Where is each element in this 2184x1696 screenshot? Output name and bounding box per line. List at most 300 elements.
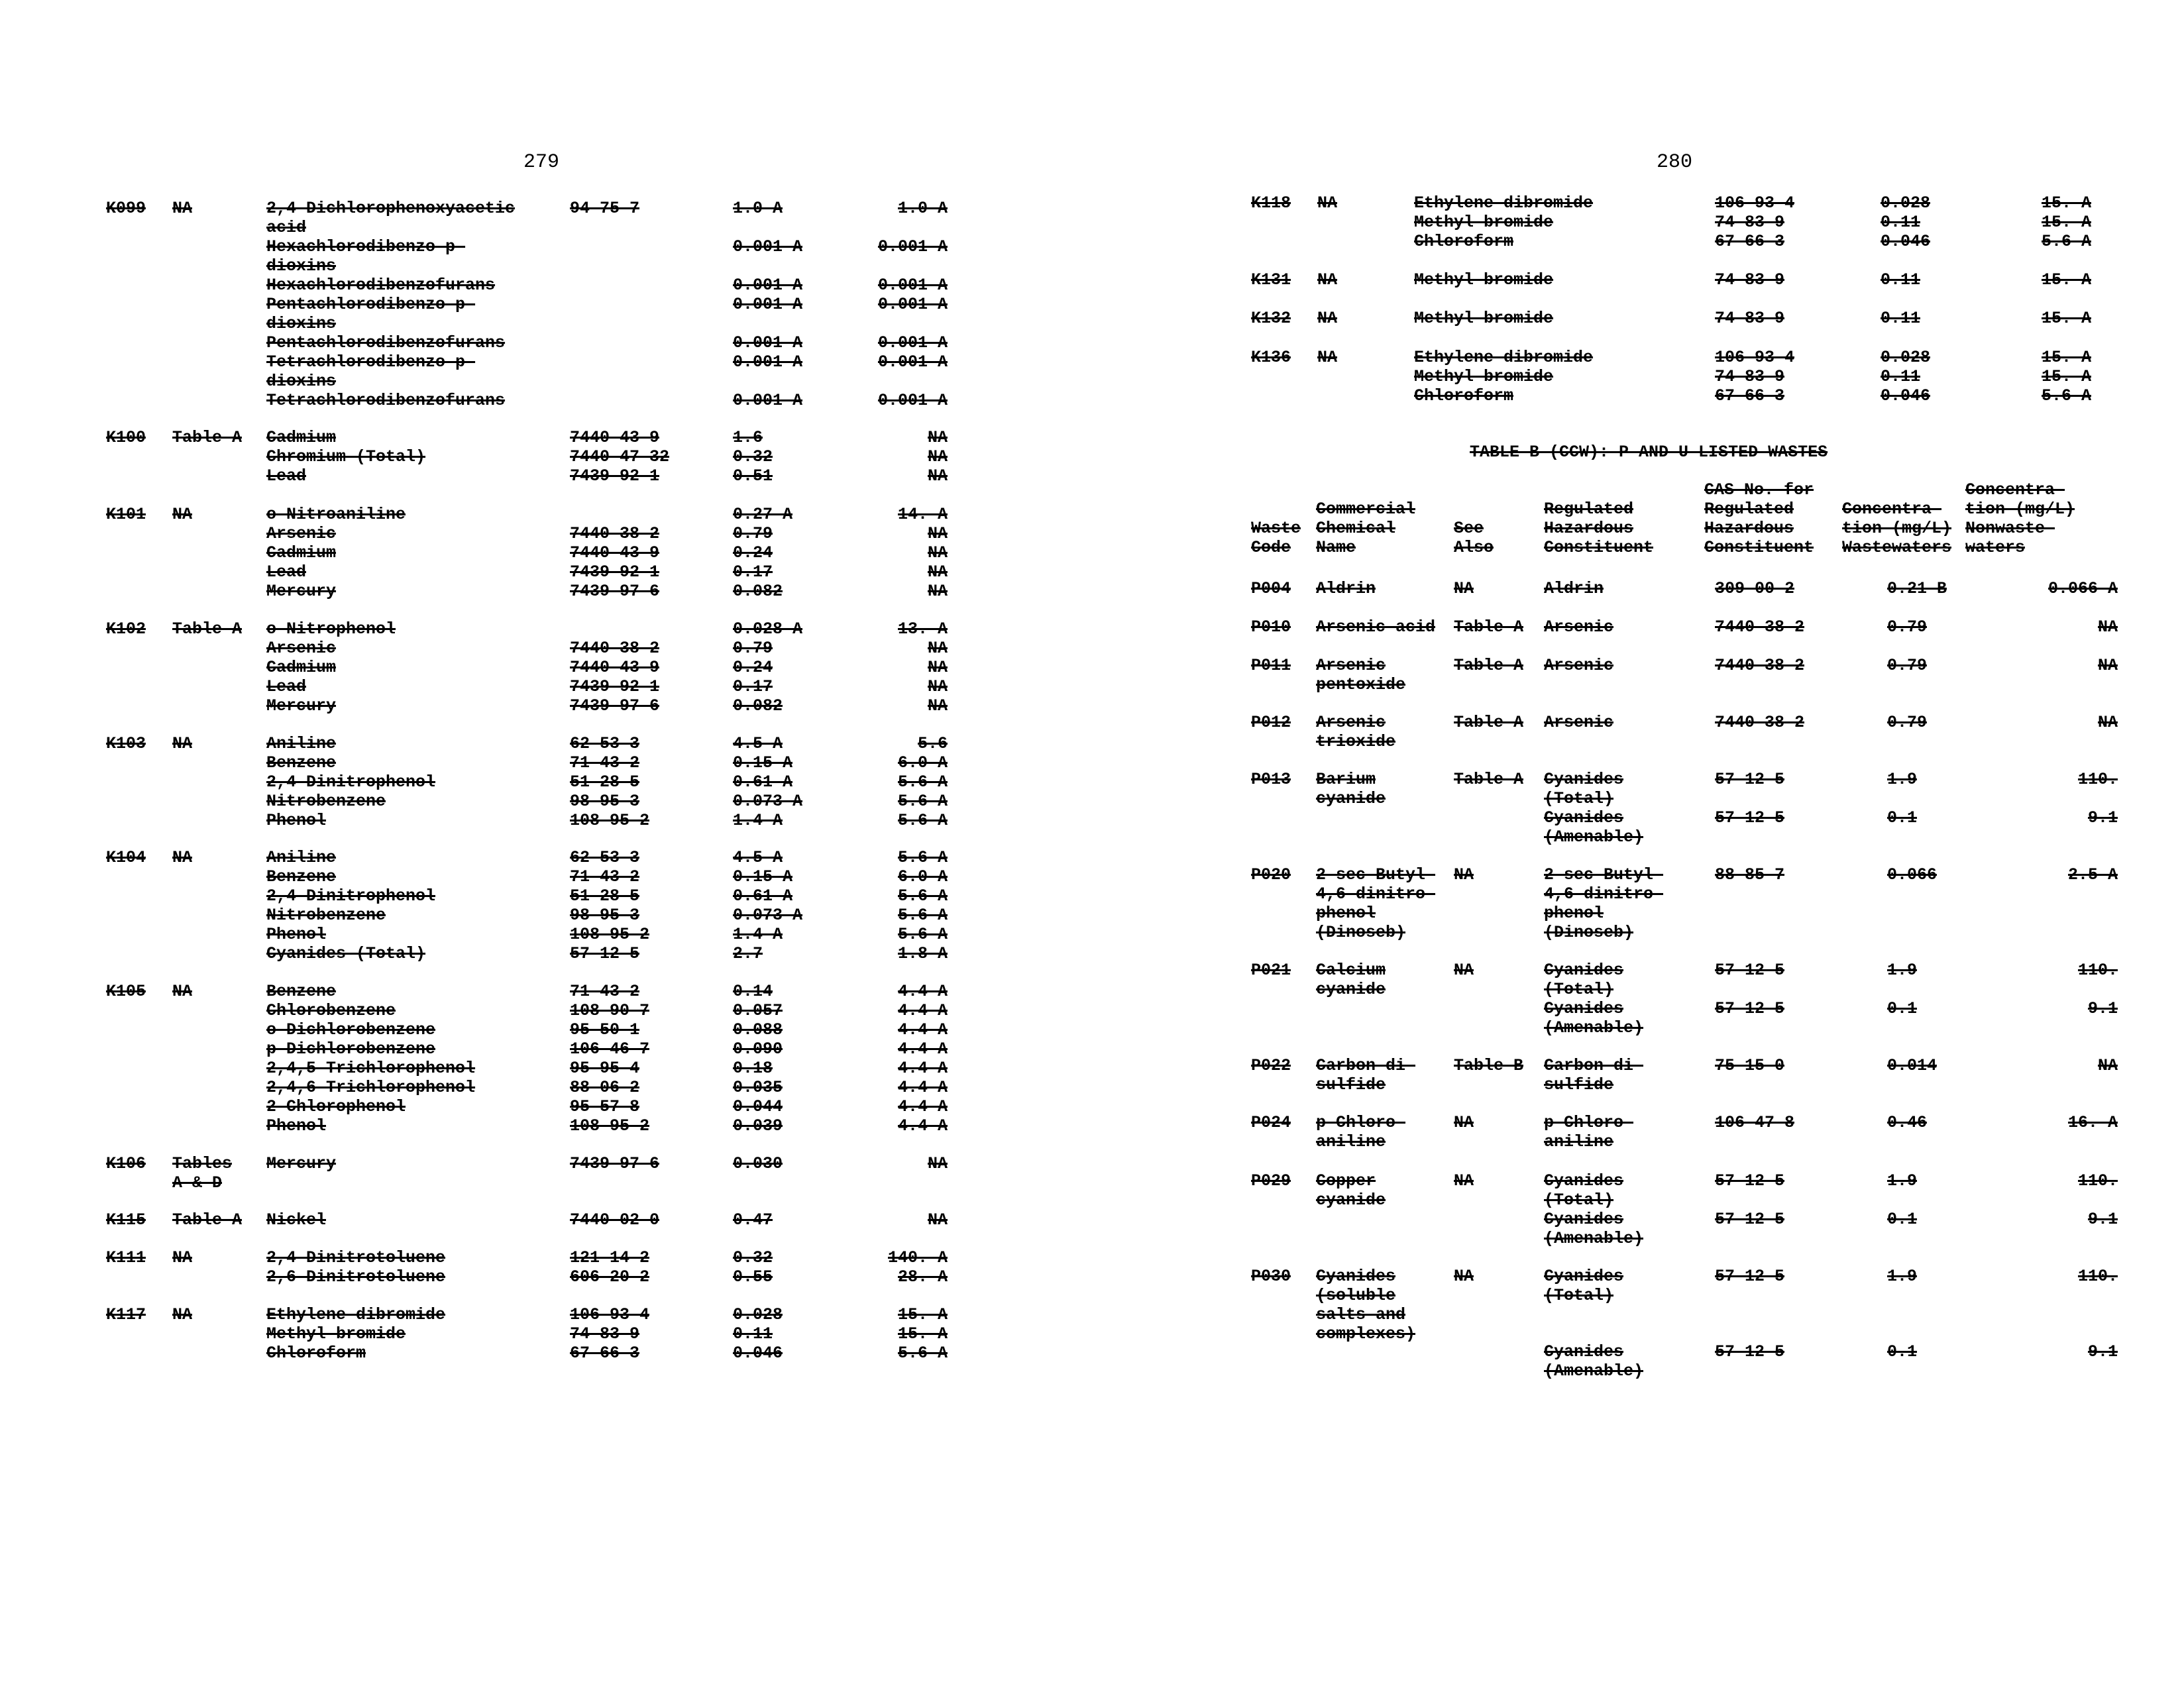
constituent-name: 2-sec-Butyl- 4,6-dinitro- phenol (Dinoseb)	[1544, 865, 1664, 942]
wastewater-value: 0.044	[733, 1097, 783, 1116]
cas-number: 88-06-2	[570, 1078, 640, 1097]
cas-number: 7440-38-2	[1715, 617, 1805, 637]
cas-number: 309-00-2	[1715, 579, 1795, 598]
see-also: NA	[172, 734, 193, 753]
nonwastewater-value: NA	[2097, 1056, 2118, 1075]
constituent-name: Ethylene dibromide	[1414, 348, 1594, 367]
constituent-name: 2,4-Dinitrotoluene	[266, 1248, 446, 1267]
nonwastewater-value: NA	[2097, 713, 2118, 732]
wastewater-value: 0.001 A	[733, 391, 803, 410]
cas-number: 106-93-4	[570, 1305, 650, 1324]
cas-number: 108-95-2	[570, 811, 650, 830]
commercial-chemical-name: Carbon di- sulfide	[1316, 1056, 1416, 1094]
nonwastewater-value: 0.066 A	[2048, 579, 2118, 598]
cas-number: 75-15-0	[1715, 1056, 1785, 1075]
constituent-name: Tetrachlorodibenzofurans	[266, 391, 506, 410]
cas-number: 606-20-2	[570, 1267, 650, 1287]
cas-number: 106-93-4	[1715, 193, 1795, 213]
wastewater-value: 1.4 A	[733, 811, 783, 830]
wastewater-value: 0.11	[1881, 213, 1921, 232]
header-wastewaters: Concentra- tion (mg/L) Wastewaters	[1842, 500, 1952, 557]
wastewater-value: 0.24	[733, 658, 773, 677]
constituent-name: 2,4,6-Trichlorophenol	[266, 1078, 476, 1097]
see-also: NA	[1454, 1113, 1474, 1132]
wastewater-value: 4.5 A	[733, 734, 783, 753]
nonwastewater-value: NA	[927, 639, 948, 658]
commercial-chemical-name: Cyanides (soluble salts and complexes)	[1316, 1267, 1416, 1344]
waste-code: K117	[106, 1305, 146, 1324]
waste-code: K131	[1251, 270, 1291, 290]
constituent-name: Phenol	[266, 1116, 327, 1136]
cas-number: 57-12-5	[1715, 1342, 1785, 1361]
nonwastewater-value: NA	[927, 696, 948, 716]
cas-number: 7440-38-2	[1715, 656, 1805, 675]
nonwastewater-value: 4.4 A	[897, 982, 948, 1001]
table-b-body	[1092, 0, 2184, 1696]
wastewater-value: 0.18	[733, 1059, 773, 1078]
constituent-name: Phenol	[266, 925, 327, 944]
nonwastewater-value: NA	[2097, 617, 2118, 637]
wastewater-value: 0.32	[733, 1248, 773, 1267]
waste-code: K136	[1251, 348, 1291, 367]
wastewater-value: 0.1	[1887, 1210, 1918, 1229]
cas-number: 57-12-5	[1715, 1171, 1785, 1191]
wastewater-value: 0.1	[1887, 999, 1918, 1018]
cas-number: 95-57-8	[570, 1097, 640, 1116]
waste-code: P013	[1251, 770, 1291, 789]
constituent-name: 2,4-Dinitrophenol	[266, 772, 436, 792]
wastewater-value: 0.17	[733, 677, 773, 696]
cas-number: 71-43-2	[570, 982, 640, 1001]
cas-number: 106-93-4	[1715, 348, 1795, 367]
cas-number: 57-12-5	[1715, 999, 1785, 1018]
wastewater-value: 2.7	[733, 944, 763, 963]
waste-code: P010	[1251, 617, 1291, 637]
nonwastewater-value: 110.	[2077, 1267, 2118, 1286]
cas-number: 98-95-3	[570, 906, 640, 925]
nonwastewater-value: 0.001 A	[877, 237, 948, 256]
wastewater-value: 0.55	[733, 1267, 773, 1287]
header-chemical-name: Commercial Chemical Name	[1316, 500, 1416, 557]
commercial-chemical-name: Barium cyanide	[1316, 770, 1386, 808]
constituent-name: Methyl bromide	[1414, 367, 1554, 386]
constituent-name: Pentachlorodibenzo-p- dioxins	[266, 295, 476, 333]
cas-number: 7440-38-2	[570, 524, 660, 543]
wastewater-value: 0.1	[1887, 1342, 1918, 1361]
see-also: NA	[172, 1305, 193, 1324]
wastewater-value: 0.001 A	[733, 333, 803, 352]
constituent-name: Ethylene dibromide	[266, 1305, 446, 1324]
constituent-name: 2,4-Dinitrophenol	[266, 886, 436, 906]
wastewater-value: 0.073 A	[733, 792, 803, 811]
cas-number: 95-95-4	[570, 1059, 640, 1078]
wastewater-value: 0.028	[733, 1305, 783, 1324]
constituent-name: Cadmium	[266, 428, 337, 447]
wastewater-value: 0.082	[733, 582, 783, 601]
waste-code: P021	[1251, 961, 1291, 980]
see-also: NA	[1454, 961, 1474, 980]
waste-code: K103	[106, 734, 146, 753]
nonwastewater-value: 15. A	[2041, 348, 2091, 367]
commercial-chemical-name: Calcium cyanide	[1316, 961, 1386, 999]
see-also: NA	[172, 505, 193, 524]
constituent-name: Nitrobenzene	[266, 792, 386, 811]
wastewater-value: 0.035	[733, 1078, 783, 1097]
nonwastewater-value: 0.001 A	[877, 276, 948, 295]
cas-number: 88-85-7	[1715, 865, 1785, 884]
constituent-name: Hexachlorodibenzo-p- dioxins	[266, 237, 466, 276]
wastewater-value: 0.057	[733, 1001, 783, 1020]
see-also: NA	[1454, 1267, 1474, 1286]
waste-code: P022	[1251, 1056, 1291, 1075]
wastewater-value: 0.039	[733, 1116, 783, 1136]
commercial-chemical-name: Arsenic trioxide	[1316, 713, 1396, 751]
wastewater-value: 0.24	[733, 543, 773, 562]
constituent-name: Tetrachlorodibenzo-p- dioxins	[266, 352, 476, 391]
wastewater-value: 0.088	[733, 1020, 783, 1039]
nonwastewater-value: 4.4 A	[897, 1078, 948, 1097]
waste-code: P004	[1251, 579, 1291, 598]
nonwastewater-value: NA	[927, 524, 948, 543]
wastewater-value: 0.073 A	[733, 906, 803, 925]
cas-number: 51-28-5	[570, 886, 640, 906]
page-number: 279	[523, 151, 560, 174]
nonwastewater-value: 5.6 A	[897, 886, 948, 906]
constituent-name: Cyanides (Amenable)	[1544, 1342, 1644, 1381]
constituent-name: Aniline	[266, 848, 337, 867]
cas-number: 62-53-3	[570, 734, 640, 753]
nonwastewater-value: 5.6	[917, 734, 948, 753]
waste-code: P030	[1251, 1267, 1291, 1286]
nonwastewater-value: 5.6 A	[897, 792, 948, 811]
nonwastewater-value: 4.4 A	[897, 1001, 948, 1020]
constituent-name: Cyanides (Amenable)	[1544, 999, 1644, 1037]
see-also: NA	[1317, 193, 1338, 213]
constituent-name: Lead	[266, 466, 307, 486]
nonwastewater-value: 4.4 A	[897, 1097, 948, 1116]
see-also: Table A	[1454, 656, 1524, 675]
cas-number: 7439-92-1	[570, 562, 660, 582]
constituent-name: Cadmium	[266, 543, 337, 562]
nonwastewater-value: 14. A	[897, 505, 948, 524]
wastewater-value: 0.14	[733, 982, 773, 1001]
constituent-name: o-Dichlorobenzene	[266, 1020, 436, 1039]
constituent-name: 2-Chlorophenol	[266, 1097, 406, 1116]
constituent-name: p-Chloro- aniline	[1544, 1113, 1634, 1151]
header-nonwastewaters: Concentra- tion (mg/L) Nonwaste- waters	[1965, 480, 2075, 557]
see-also: NA	[1454, 1171, 1474, 1191]
waste-code: K115	[106, 1210, 146, 1230]
nonwastewater-value: 110.	[2077, 961, 2118, 980]
nonwastewater-value: 4.4 A	[897, 1039, 948, 1059]
wastewater-value: 1.9	[1887, 961, 1918, 980]
nonwastewater-value: 15. A	[2041, 193, 2091, 213]
wastewater-value: 0.79	[1887, 713, 1928, 732]
cas-number: 95-50-1	[570, 1020, 640, 1039]
waste-code: K105	[106, 982, 146, 1001]
nonwastewater-value: 9.1	[2087, 808, 2118, 827]
cas-number: 74-83-9	[1715, 270, 1785, 290]
page-number: 280	[1657, 151, 1693, 174]
nonwastewater-value: 15. A	[2041, 213, 2091, 232]
table-b-title: TABLE B (CCW): P AND U LISTED WASTES	[1470, 443, 1828, 462]
nonwastewater-value: NA	[2097, 656, 2118, 675]
cas-number: 7439-97-6	[570, 696, 660, 716]
constituent-name: Lead	[266, 677, 307, 696]
nonwastewater-value: 15. A	[897, 1305, 948, 1324]
wastewater-value: 0.79	[1887, 656, 1928, 675]
wastewater-value: 0.090	[733, 1039, 783, 1059]
nonwastewater-value: 15. A	[2041, 270, 2091, 290]
nonwastewater-value: NA	[927, 677, 948, 696]
constituent-name: Arsenic	[1544, 713, 1614, 732]
wastewater-value: 0.47	[733, 1210, 773, 1230]
see-also: NA	[1454, 579, 1474, 598]
see-also: Table A	[1454, 617, 1524, 637]
commercial-chemical-name: 2-sec-Butyl- 4,6-dinitro- phenol (Dinoseb)	[1316, 865, 1436, 942]
nonwastewater-value: 5.6 A	[897, 906, 948, 925]
waste-code: K106	[106, 1154, 146, 1173]
nonwastewater-value: 5.6 A	[897, 811, 948, 830]
cas-number: 7440-43-9	[570, 428, 660, 447]
commercial-chemical-name: Copper cyanide	[1316, 1171, 1386, 1210]
cas-number: 67-66-3	[1715, 232, 1785, 251]
nonwastewater-value: 0.001 A	[877, 391, 948, 410]
nonwastewater-value: 15. A	[2041, 367, 2091, 386]
nonwastewater-value: NA	[927, 428, 948, 447]
constituent-name: Chromium (Total)	[266, 447, 426, 466]
see-also: Table A	[1454, 713, 1524, 732]
commercial-chemical-name: Arsenic acid	[1316, 617, 1436, 637]
see-also: NA	[1317, 270, 1338, 290]
nonwastewater-value: 0.001 A	[877, 295, 948, 314]
waste-code: K111	[106, 1248, 146, 1267]
nonwastewater-value: NA	[927, 543, 948, 562]
cas-number: 98-95-3	[570, 792, 640, 811]
wastewater-value: 0.001 A	[733, 352, 803, 372]
waste-code: P011	[1251, 656, 1291, 675]
constituent-name: Cyanides (Total)	[266, 944, 426, 963]
cas-number: 108-90-7	[570, 1001, 650, 1020]
constituent-name: Arsenic	[1544, 617, 1614, 637]
wastewater-value: 0.082	[733, 696, 783, 716]
constituent-name: Cyanides (Total)	[1544, 961, 1624, 999]
wastewater-value: 0.46	[1887, 1113, 1928, 1132]
constituent-name: Mercury	[266, 582, 337, 601]
cas-number: 94-75-7	[570, 199, 640, 218]
cas-number: 57-12-5	[1715, 1267, 1785, 1286]
cas-number: 7440-43-9	[570, 658, 660, 677]
constituent-name: Chloroform	[266, 1344, 366, 1363]
cas-number: 7440-02-0	[570, 1210, 660, 1230]
commercial-chemical-name: Aldrin	[1316, 579, 1376, 598]
waste-code: K101	[106, 505, 146, 524]
wastewater-value: 1.9	[1887, 770, 1918, 789]
wastewater-value: 0.028	[1881, 348, 1931, 367]
constituent-name: Cadmium	[266, 658, 337, 677]
see-also: NA	[1317, 348, 1338, 367]
constituent-name: Mercury	[266, 1154, 337, 1173]
constituent-name: Aldrin	[1544, 579, 1604, 598]
see-also: NA	[172, 1248, 193, 1267]
constituent-name: 2,4-Dichlorophenoxyacetic acid	[266, 199, 516, 237]
waste-code: K100	[106, 428, 146, 447]
wastewater-value: 0.79	[1887, 617, 1928, 637]
nonwastewater-value: 15. A	[2041, 309, 2091, 328]
constituent-name: Cyanides (Amenable)	[1544, 808, 1644, 847]
nonwastewater-value: 5.6 A	[2041, 232, 2091, 251]
nonwastewater-value: 6.0 A	[897, 753, 948, 772]
nonwastewater-value: 9.1	[2087, 1210, 2118, 1229]
commercial-chemical-name: p-Chloro- aniline	[1316, 1113, 1406, 1151]
see-also: NA	[1317, 309, 1338, 328]
nonwastewater-value: NA	[927, 466, 948, 486]
constituent-name: p-Dichlorobenzene	[266, 1039, 436, 1059]
cas-number: 7440-47-32	[570, 447, 670, 466]
constituent-name: Nitrobenzene	[266, 906, 386, 925]
see-also: NA	[172, 982, 193, 1001]
waste-code: P012	[1251, 713, 1291, 732]
waste-code: P024	[1251, 1113, 1291, 1132]
waste-code: K099	[106, 199, 146, 218]
constituent-name: 2,4,5-Trichlorophenol	[266, 1059, 476, 1078]
wastewater-value: 0.001 A	[733, 295, 803, 314]
header-see-also: See Also	[1454, 519, 1494, 557]
wastewater-value: 0.11	[1881, 270, 1921, 290]
nonwastewater-value: NA	[927, 582, 948, 601]
cas-number: 74-83-9	[570, 1324, 640, 1344]
nonwastewater-value: 110.	[2077, 770, 2118, 789]
constituent-name: Arsenic	[1544, 656, 1614, 675]
wastewater-value: 0.11	[1881, 367, 1921, 386]
nonwastewater-value: 0.001 A	[877, 352, 948, 372]
constituent-name: Chloroform	[1414, 232, 1514, 251]
commercial-chemical-name: Arsenic pentoxide	[1316, 656, 1406, 694]
see-also: Table B	[1454, 1056, 1524, 1075]
cas-number: 71-43-2	[570, 867, 640, 886]
cas-number: 74-83-9	[1715, 309, 1785, 328]
nonwastewater-value: 110.	[2077, 1171, 2118, 1191]
nonwastewater-value: 16. A	[2067, 1113, 2118, 1132]
constituent-name: Chloroform	[1414, 386, 1514, 405]
wastewater-value: 0.27 A	[733, 505, 793, 524]
nonwastewater-value: NA	[927, 1154, 948, 1173]
see-also: Table A	[172, 1210, 243, 1230]
cas-number: 57-12-5	[1715, 808, 1785, 827]
constituent-name: Chlorobenzene	[266, 1001, 396, 1020]
constituent-name: o-Nitroaniline	[266, 505, 406, 524]
cas-number: 57-12-5	[570, 944, 640, 963]
constituent-name: Methyl bromide	[1414, 270, 1554, 290]
cas-number: 57-12-5	[1715, 961, 1785, 980]
wastewater-value: 0.15 A	[733, 753, 793, 772]
cas-number: 121-14-2	[570, 1248, 650, 1267]
header-cas: CAS No. for Regulated Hazardous Constituent	[1704, 480, 1814, 557]
wastewater-value: 1.9	[1887, 1267, 1918, 1286]
cas-number: 57-12-5	[1715, 1210, 1785, 1229]
constituent-name: o-Nitrophenol	[266, 619, 396, 639]
constituent-name: Hexachlorodibenzofurans	[266, 276, 496, 295]
constituent-name: Methyl bromide	[266, 1324, 406, 1344]
wastewater-value: 0.046	[1881, 232, 1931, 251]
wastewater-value: 0.1	[1887, 808, 1918, 827]
cas-number: 7439-92-1	[570, 677, 660, 696]
wastewater-value: 0.61 A	[733, 772, 793, 792]
wastewater-value: 0.11	[733, 1324, 773, 1344]
nonwastewater-value: 5.6 A	[897, 1344, 948, 1363]
constituent-name: Cyanides (Total)	[1544, 1267, 1624, 1305]
constituent-name: Nickel	[266, 1210, 327, 1230]
wastewater-value: 1.4 A	[733, 925, 783, 944]
cas-number: 106-46-7	[570, 1039, 650, 1059]
nonwastewater-value: 9.1	[2087, 1342, 2118, 1361]
nonwastewater-value: 28. A	[897, 1267, 948, 1287]
header-constituent: Regulated Hazardous Constituent	[1544, 500, 1654, 557]
wastewater-value: 0.32	[733, 447, 773, 466]
see-also: NA	[1454, 865, 1474, 884]
constituent-name: Arsenic	[266, 639, 337, 658]
constituent-name: Methyl bromide	[1414, 213, 1554, 232]
nonwastewater-value: NA	[927, 1210, 948, 1230]
wastewater-value: 0.066	[1887, 865, 1938, 884]
constituent-name: Lead	[266, 562, 307, 582]
wastewater-value: 0.001 A	[733, 276, 803, 295]
nonwastewater-value: 140. A	[887, 1248, 948, 1267]
cas-number: 7440-38-2	[570, 639, 660, 658]
cas-number: 7439-92-1	[570, 466, 660, 486]
wastewater-value: 0.046	[733, 1344, 783, 1363]
constituent-name: Benzene	[266, 753, 337, 772]
wastewater-value: 0.21 B	[1887, 579, 1947, 598]
wastewater-value: 0.79	[733, 524, 773, 543]
constituent-name: Benzene	[266, 867, 337, 886]
cas-number: 67-66-3	[1715, 386, 1785, 405]
waste-code: K104	[106, 848, 146, 867]
nonwastewater-value: 13. A	[897, 619, 948, 639]
wastewater-value: 0.79	[733, 639, 773, 658]
wastewater-value: 0.51	[733, 466, 773, 486]
constituent-name: 2,6-Dinitrotoluene	[266, 1267, 446, 1287]
wastewater-value: 1.6	[733, 428, 763, 447]
nonwastewater-value: 4.4 A	[897, 1059, 948, 1078]
wastewater-value: 0.046	[1881, 386, 1931, 405]
wastewater-value: 0.15 A	[733, 867, 793, 886]
wastewater-value: 0.17	[733, 562, 773, 582]
waste-code: K132	[1251, 309, 1291, 328]
nonwastewater-value: 5.6 A	[897, 848, 948, 867]
cas-number: 106-47-8	[1715, 1113, 1795, 1132]
cas-number: 74-83-9	[1715, 213, 1785, 232]
see-also: Tables A & D	[172, 1154, 233, 1192]
nonwastewater-value: NA	[927, 447, 948, 466]
cas-number: 7439-97-6	[570, 582, 660, 601]
cas-number: 71-43-2	[570, 753, 640, 772]
wastewater-value: 0.61 A	[733, 886, 793, 906]
cas-number: 7440-38-2	[1715, 713, 1805, 732]
nonwastewater-value: 5.6 A	[897, 772, 948, 792]
nonwastewater-value: 1.8 A	[897, 944, 948, 963]
see-also: Table A	[172, 619, 243, 639]
constituent-name: Ethylene dibromide	[1414, 193, 1594, 213]
constituent-name: Cyanides (Amenable)	[1544, 1210, 1644, 1248]
constituent-name: Mercury	[266, 696, 337, 716]
nonwastewater-value: 5.6 A	[2041, 386, 2091, 405]
nonwastewater-value: 9.1	[2087, 999, 2118, 1018]
cas-number: 108-95-2	[570, 925, 650, 944]
constituent-name: Aniline	[266, 734, 337, 753]
nonwastewater-value: 0.001 A	[877, 333, 948, 352]
nonwastewater-value: 4.4 A	[897, 1020, 948, 1039]
